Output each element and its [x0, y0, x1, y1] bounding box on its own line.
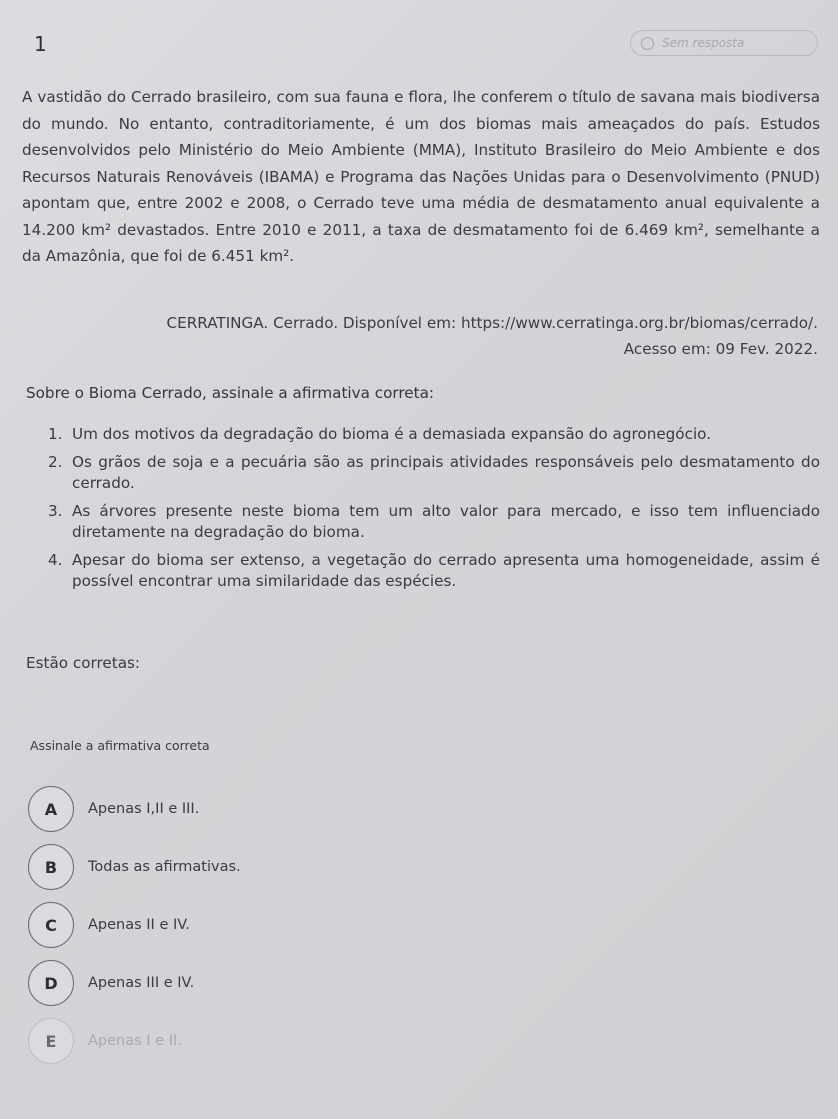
option-text[interactable]: Todas as afirmativas.	[88, 859, 241, 875]
statement-item	[48, 550, 820, 592]
clock-icon	[641, 37, 654, 50]
citation-source: CERRATINGA. Cerrado. Disponível em: https://www.cerratinga.org.br/biomas/cerrado/.	[166, 314, 818, 332]
question-prompt: Sobre o Bioma Cerrado, assinale a afirmativa correta:	[26, 384, 435, 402]
statement-text: As árvores presente neste bioma tem um alto valor para mercado, e isso tem influenciado diretamente na degradação do bioma.	[72, 502, 820, 541]
correct-label: Estão corretas:	[26, 654, 141, 672]
answer-status-label: Sem resposta	[662, 36, 745, 50]
answer-instruction: Assinale a afirmativa correta	[30, 738, 210, 753]
option-letter[interactable]: B	[28, 844, 74, 890]
statement-text: Os grãos de soja e a pecuária são as principais atividades responsáveis pelo desmatamento do cerrado.	[72, 453, 820, 492]
statement-number: 3.	[48, 502, 63, 520]
option-text[interactable]: Apenas II e IV.	[88, 917, 190, 933]
statement-text: Um dos motivos da degradação do bioma é a demasiada expansão do agronegócio.	[72, 425, 712, 443]
citation	[44, 310, 818, 362]
statement-list	[48, 424, 820, 599]
option-a[interactable]	[28, 786, 788, 832]
statement-number: 1.	[48, 425, 63, 443]
statement-item	[48, 424, 820, 445]
question-number: 1	[34, 32, 47, 56]
option-text[interactable]: Apenas III e IV.	[88, 975, 195, 991]
statement-item	[48, 452, 820, 494]
option-e[interactable]	[28, 1018, 788, 1064]
answer-status-badge	[630, 30, 818, 56]
citation-access-date: Acesso em: 09 Fev. 2022.	[623, 340, 818, 358]
option-letter[interactable]: C	[28, 902, 74, 948]
statement-text: Apesar do bioma ser extenso, a vegetação do cerrado apresenta uma homogeneidade, assim é possível encontrar uma similaridade das espécies.	[72, 551, 820, 590]
option-letter[interactable]: D	[28, 960, 74, 1006]
option-letter[interactable]: E	[28, 1018, 74, 1064]
option-letter[interactable]: A	[28, 786, 74, 832]
statement-number: 4.	[48, 551, 63, 569]
option-text[interactable]: Apenas I,II e III.	[88, 801, 200, 817]
answer-options	[28, 786, 788, 1076]
statement-number: 2.	[48, 453, 63, 471]
option-b[interactable]	[28, 844, 788, 890]
option-c[interactable]	[28, 902, 788, 948]
question-paragraph: A vastidão do Cerrado brasileiro, com sua fauna e flora, lhe conferem o título de savana mais biodiversa do mundo. No entanto, contraditoriamente, é um dos biomas mais ameaçados do país. Estudos desenvolvidos pelo Ministério do Meio Ambiente (MMA), Instituto Brasileiro do Meio Ambiente e dos Recursos Naturais Renováveis (IBAMA) e Programa das Nações Unidas para o Desenvolvimento (PNUD) apontam que, entre 2002 e 2008, o Cerrado teve uma média de desmatamento anual equivalente a 14.200 km² devastados. Entre 2010 e 2011, a taxa de desmatamento foi de 6.469 km², semelhante a da Amazônia, que foi de 6.451 km².	[22, 88, 820, 265]
option-text[interactable]: Apenas I e II.	[88, 1033, 182, 1049]
option-d[interactable]	[28, 960, 788, 1006]
statement-item	[48, 501, 820, 543]
